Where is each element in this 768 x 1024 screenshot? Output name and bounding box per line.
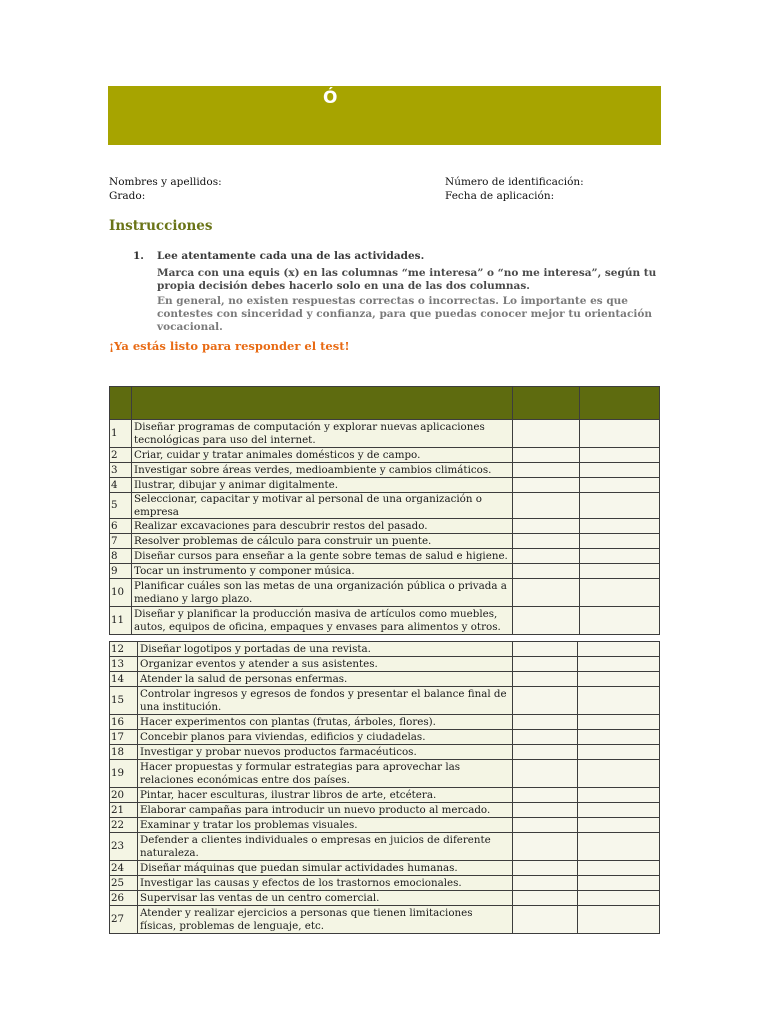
not-interested-mark-cell[interactable] [578,833,660,861]
activity-text: Concebir planos para viviendas, edificios y ciudadelas. [138,730,513,745]
instructions-heading: Instrucciones [109,218,213,234]
table-row [110,891,660,906]
interested-mark-cell[interactable] [513,519,580,534]
not-interested-mark-cell[interactable] [580,579,660,607]
header-cell-number [110,387,132,420]
not-interested-mark-cell[interactable] [580,493,660,519]
activity-number: 23 [110,833,138,861]
activity-text: Planificar cuáles son las metas de una organización pública o privada a mediano y largo plazo. [132,579,513,607]
activity-number: 24 [110,861,138,876]
table-row [110,876,660,891]
table-row [110,549,660,564]
activity-text: Atender la salud de personas enfermas. [138,672,513,687]
interested-mark-cell[interactable] [513,745,578,760]
instruction-line-1: Lee atentamente cada una de las actividades. [157,250,425,262]
table-row [110,687,660,715]
not-interested-mark-cell[interactable] [580,549,660,564]
not-interested-mark-cell[interactable] [580,420,660,448]
id-number-label: Número de identificación: [445,176,584,188]
interested-mark-cell[interactable] [513,833,578,861]
activity-text: Defender a clientes individuales o empresas en juicios de diferente naturaleza. [138,833,513,861]
student-info-right [445,175,584,203]
interested-mark-cell[interactable] [513,861,578,876]
activity-number: 6 [110,519,132,534]
activity-number: 14 [110,672,138,687]
interested-mark-cell[interactable] [513,788,578,803]
activity-text: Diseñar y planificar la producción masiva de artículos como muebles, autos, equipos de oficina, empaques y envases para alimentos y otros. [132,607,513,635]
activity-number: 15 [110,687,138,715]
header-cell-activity [132,387,513,420]
activity-number: 8 [110,549,132,564]
activity-text: Investigar sobre áreas verdes, medioambiente y cambios climáticos. [132,463,513,478]
activity-number: 13 [110,657,138,672]
interested-mark-cell[interactable] [513,463,580,478]
table-row [110,788,660,803]
activity-text: Elaborar campañas para introducir un nuevo producto al mercado. [138,803,513,818]
activity-number: 10 [110,579,132,607]
activity-number: 17 [110,730,138,745]
activity-text: Seleccionar, capacitar y motivar al personal de una organización o empresa [132,493,513,519]
header-cell-not-interested [580,387,660,420]
not-interested-mark-cell[interactable] [580,564,660,579]
table-row [110,818,660,833]
activity-number: 22 [110,818,138,833]
header-title: Ó [323,88,338,108]
table-row [110,579,660,607]
activity-number: 1 [110,420,132,448]
table-row [110,745,660,760]
table-row [110,760,660,788]
table-row [110,420,660,448]
activity-text: Investigar las causas y efectos de los trastornos emocionales. [138,876,513,891]
activities-table-2 [109,641,660,934]
names-label: Nombres y apellidos: [109,176,222,188]
interested-mark-cell[interactable] [513,657,578,672]
activity-number: 3 [110,463,132,478]
not-interested-mark-cell[interactable] [578,861,660,876]
activity-number: 5 [110,493,132,519]
activity-text: Diseñar programas de computación y explorar nuevas aplicaciones tecnológicas para uso del internet. [132,420,513,448]
interested-mark-cell[interactable] [513,420,580,448]
header-banner [108,86,661,145]
interested-mark-cell[interactable] [513,891,578,906]
activity-text: Supervisar las ventas de un centro comercial. [138,891,513,906]
interested-mark-cell[interactable] [513,715,578,730]
interested-mark-cell[interactable] [513,493,580,519]
interested-mark-cell[interactable] [513,448,580,463]
not-interested-mark-cell[interactable] [578,642,660,657]
activity-number: 2 [110,448,132,463]
interested-mark-cell[interactable] [513,478,580,493]
activity-number: 26 [110,891,138,906]
interested-mark-cell[interactable] [513,818,578,833]
instruction-number: 1. [133,250,144,262]
header-cell-interested [513,387,580,420]
table-row [110,730,660,745]
interested-mark-cell[interactable] [513,730,578,745]
table-row [110,906,660,934]
table-row [110,861,660,876]
table-row [110,642,660,657]
not-interested-mark-cell[interactable] [578,803,660,818]
not-interested-mark-cell[interactable] [578,818,660,833]
not-interested-mark-cell[interactable] [578,730,660,745]
not-interested-mark-cell[interactable] [580,478,660,493]
activity-number: 16 [110,715,138,730]
activity-text: Tocar un instrumento y componer música. [132,564,513,579]
table-row [110,833,660,861]
activity-number: 9 [110,564,132,579]
table-row [110,534,660,549]
interested-mark-cell[interactable] [513,876,578,891]
table-row [110,493,660,519]
activity-number: 11 [110,607,132,635]
not-interested-mark-cell[interactable] [578,891,660,906]
activity-number: 18 [110,745,138,760]
not-interested-mark-cell[interactable] [578,876,660,891]
table-row [110,463,660,478]
activity-number: 12 [110,642,138,657]
student-info-left [109,175,222,203]
table-row [110,564,660,579]
interested-mark-cell[interactable] [513,906,578,934]
table-row [110,715,660,730]
grade-label: Grado: [109,190,146,202]
activity-number: 21 [110,803,138,818]
activity-text: Hacer experimentos con plantas (frutas, árboles, flores). [138,715,513,730]
interested-mark-cell[interactable] [513,642,578,657]
interested-mark-cell[interactable] [513,803,578,818]
application-date-label: Fecha de aplicación: [445,190,555,202]
not-interested-mark-cell[interactable] [580,607,660,635]
not-interested-mark-cell[interactable] [580,534,660,549]
table-row [110,672,660,687]
instruction-line-2: Marca con una equis (x) en las columnas “me interesa” o “no me interesa”, según tu propia decisión debes hacerlo solo en una de las dos columnas. [157,267,657,292]
table-row [110,448,660,463]
activity-text: Ilustrar, dibujar y animar digitalmente. [132,478,513,493]
activity-text: Pintar, hacer esculturas, ilustrar libros de arte, etcétera. [138,788,513,803]
activity-text: Hacer propuestas y formular estrategias para aprovechar las relaciones económicas entre dos países. [138,760,513,788]
instruction-line-3: En general, no existen respuestas correctas o incorrectas. Lo importante es que contestes con sinceridad y confianza, para que puedas conocer mejor tu orientación vocacional. [157,295,653,333]
activity-text: Diseñar cursos para enseñar a la gente sobre temas de salud e higiene. [132,549,513,564]
activity-text: Diseñar logotipos y portadas de una revista. [138,642,513,657]
activity-text: Realizar excavaciones para descubrir restos del pasado. [132,519,513,534]
not-interested-mark-cell[interactable] [578,745,660,760]
table-row [110,607,660,635]
ready-message: ¡Ya estás listo para responder el test! [109,339,350,353]
interested-mark-cell[interactable] [513,534,580,549]
not-interested-mark-cell[interactable] [580,519,660,534]
table-row [110,478,660,493]
table-row [110,519,660,534]
activity-number: 25 [110,876,138,891]
activity-text: Resolver problemas de cálculo para construir un puente. [132,534,513,549]
activity-text: Investigar y probar nuevos productos farmacéuticos. [138,745,513,760]
activity-number: 7 [110,534,132,549]
activity-text: Examinar y tratar los problemas visuales. [138,818,513,833]
not-interested-mark-cell[interactable] [580,463,660,478]
not-interested-mark-cell[interactable] [578,672,660,687]
interested-mark-cell[interactable] [513,564,580,579]
activity-text: Diseñar máquinas que puedan simular actividades humanas. [138,861,513,876]
activity-number: 19 [110,760,138,788]
interested-mark-cell[interactable] [513,687,578,715]
activity-text: Criar, cuidar y tratar animales domésticos y de campo. [132,448,513,463]
not-interested-mark-cell[interactable] [578,906,660,934]
interested-mark-cell[interactable] [513,549,580,564]
interested-mark-cell[interactable] [513,607,580,635]
activity-text: Atender y realizar ejercicios a personas que tienen limitaciones físicas, problemas de lenguaje, etc. [138,906,513,934]
activity-number: 20 [110,788,138,803]
interested-mark-cell[interactable] [513,579,580,607]
activity-number: 27 [110,906,138,934]
table-row [110,657,660,672]
activities-table-1 [109,386,660,635]
not-interested-mark-cell[interactable] [578,687,660,715]
not-interested-mark-cell[interactable] [580,448,660,463]
table-header-row [110,387,660,420]
table-row [110,803,660,818]
activity-text: Organizar eventos y atender a sus asistentes. [138,657,513,672]
not-interested-mark-cell[interactable] [578,760,660,788]
activity-number: 4 [110,478,132,493]
not-interested-mark-cell[interactable] [578,657,660,672]
not-interested-mark-cell[interactable] [578,715,660,730]
activity-text: Controlar ingresos y egresos de fondos y presentar el balance final de una institución. [138,687,513,715]
not-interested-mark-cell[interactable] [578,788,660,803]
interested-mark-cell[interactable] [513,672,578,687]
interested-mark-cell[interactable] [513,760,578,788]
